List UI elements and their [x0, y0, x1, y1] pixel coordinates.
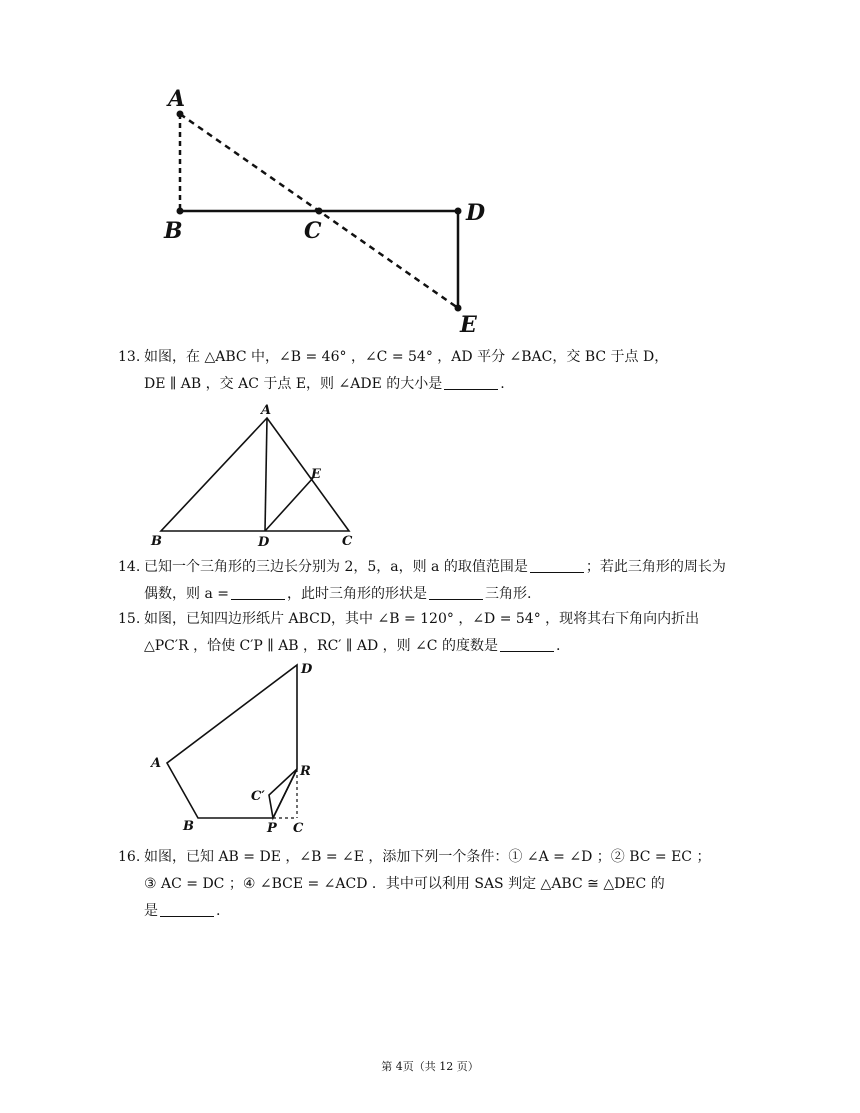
label-b: B — [164, 218, 183, 244]
answer-blank[interactable] — [530, 558, 584, 573]
problem-14 — [118, 554, 764, 608]
problem-text: ③ AC = DC ；④ ∠BCE = ∠ACD ．其中可以利用 SAS 判定 △ABC ≅ △DEC 的 — [144, 876, 665, 892]
label-d: D — [301, 662, 313, 677]
point-b — [177, 208, 184, 215]
problem-number: 14. — [118, 559, 141, 575]
segment-ad — [265, 418, 267, 531]
segment-pr — [273, 769, 297, 818]
answer-blank[interactable] — [444, 375, 498, 390]
label-b: B — [151, 534, 162, 549]
answer-blank[interactable] — [429, 585, 483, 600]
label-e: E — [460, 312, 477, 338]
problem-text: . — [500, 376, 505, 392]
segment-de — [265, 478, 313, 531]
problem-15 — [118, 606, 764, 660]
problem-number: 15. — [118, 611, 141, 627]
problem-text: 如图，已知四边形纸片 ABCD，其中 ∠B = 120° ，∠D = 54° ，现将其右下角向内折出 — [144, 611, 700, 627]
problem-text: 如图，已知 AB = DE ，∠B = ∠E ，添加下列一个条件：① ∠A = ∠D ；② BC = EC ； — [144, 849, 711, 865]
answer-blank[interactable] — [231, 585, 285, 600]
label-d: D — [466, 200, 486, 226]
label-c: C — [342, 534, 353, 549]
label-e: E — [311, 467, 321, 482]
label-b: B — [183, 819, 194, 834]
figure-12 — [150, 80, 510, 340]
problem-text: 如图，在 △ABC 中，∠B = 46° ，∠C = 54° ，AD 平分 ∠BAC，交 BC 于点 D， — [144, 349, 669, 365]
figure-15 — [145, 655, 335, 840]
point-c — [316, 208, 323, 215]
problem-text: DE ∥ AB ，交 AC 于点 E，则 ∠ADE 的大小是 — [144, 376, 443, 392]
label-d: D — [258, 535, 270, 550]
problem-text: ，此时三角形的形状是 — [286, 586, 427, 602]
problem-text: . — [216, 903, 221, 919]
problem-text: 三角形. — [484, 586, 532, 602]
problem-number: 16. — [118, 849, 141, 865]
label-p: P — [267, 821, 277, 836]
problem-text: 是 — [144, 903, 158, 919]
problem-text: 已知一个三角形的三边长分别为 2，5，a，则 a 的取值范围是 — [144, 559, 528, 575]
answer-blank[interactable] — [500, 637, 554, 652]
label-c: C — [293, 821, 304, 836]
problem-16 — [118, 844, 764, 925]
label-c: C — [304, 218, 322, 244]
problem-text: ；若此三角形的周长为 — [585, 559, 726, 575]
point-e — [455, 305, 462, 312]
label-a: A — [151, 756, 162, 771]
label-r: R — [300, 764, 311, 779]
problem-number: 13. — [118, 349, 141, 365]
label-a: A — [168, 86, 186, 112]
point-d — [455, 208, 462, 215]
label-a: A — [261, 403, 272, 418]
problem-text: △PC′R ，恰使 C′P ∥ AB ，RC′ ∥ AD ，则 ∠C 的度数是 — [144, 638, 498, 654]
page-footer: 第 4页（共 12 页） — [381, 1060, 479, 1073]
problem-text: 偶数，则 a = — [144, 586, 229, 602]
problem-text: . — [555, 638, 561, 654]
answer-blank[interactable] — [160, 902, 214, 917]
quadrilateral-outline — [167, 665, 297, 818]
figure-13 — [145, 398, 365, 550]
problem-13 — [118, 344, 764, 398]
label-c-prime: C′ — [251, 789, 265, 804]
